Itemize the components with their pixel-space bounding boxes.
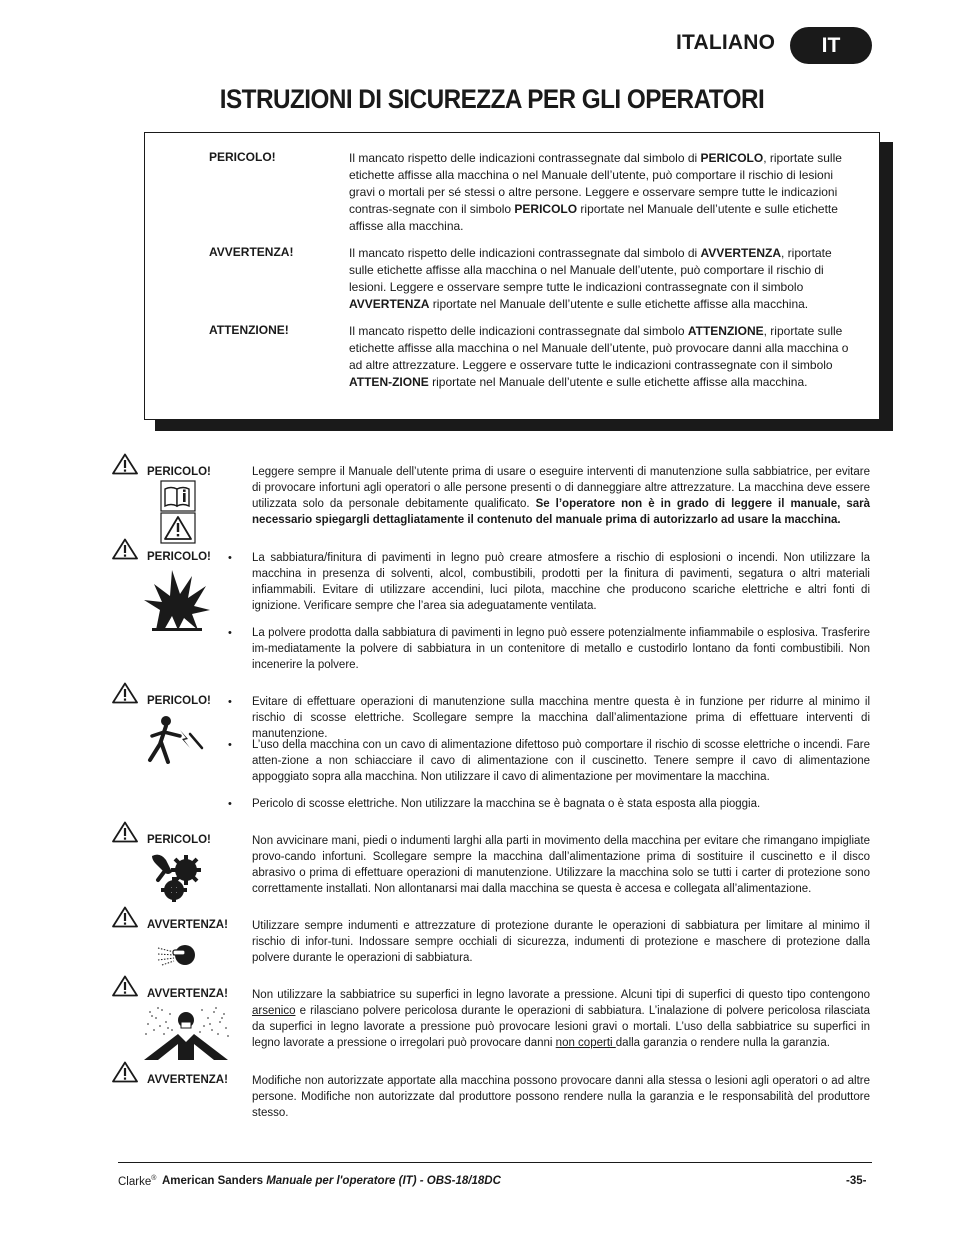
brand-name: Clarke [118,1175,152,1188]
section-paragraph [252,796,870,812]
text-run: riportate nel Manuale dell’utente e sulle etichette affisse alla macchina. [428,375,808,389]
underlined-text: arsenico [252,1005,296,1017]
text-run: Modifiche non autorizzate apportate alla macchina possono provocare danni alla stessa o lesioni agli operatori o ad altre persone. Modifiche non autorizzate dal produttore possono rendere nulla la garanzia e le responsabilità del produttore stesso. [252,1075,870,1119]
bullet-point: • [228,739,232,751]
emphasis-text: AVVERTENZA [349,297,430,311]
text-run: Pericolo di scosse elettriche. Non utilizzare la macchina se è bagnata o è stata esposta alla pioggia. [252,798,761,810]
legend-term: AVVERTENZA! [209,245,294,259]
text-run: dalla garanzia o rendere nulla la garanzia. [615,1037,830,1049]
section-paragraph [252,464,870,528]
bullet-point: • [228,696,232,708]
emphasis-text: PERICOLO [700,151,764,165]
section-label: AVVERTENZA! [147,919,228,931]
text-run: riportate nel Manuale dell’utente e sulle etichette affisse alla macchina. [429,297,809,311]
text-run: , riportate sulle etichette affisse alla macchina o nel Manuale dell’utente, può comportare il rischio di lesioni gravi o mortali per sé stessi o altre persone. Leggere e osservare sempre tutte le indicazioni contras-segnate con il simbolo [349,151,842,216]
warning-triangle-icon [112,1061,138,1083]
explosion-icon [142,566,212,632]
text-run: riportate nel Manuale dell’utente e sulle etichette affisse alla macchina. [349,202,838,233]
legend-term: PERICOLO! [209,150,276,164]
manual-prefix: American Sanders [162,1175,267,1187]
section-paragraph [252,1073,870,1121]
legend-description [349,150,849,235]
legend-description [349,323,849,391]
warning-triangle-icon [112,538,138,560]
text-run: Non utilizzare la sabbiatrice su superfici in legno lavorate a pressione. Alcuni tipi di superfici di questo tipo contengono [252,989,870,1001]
section-paragraph [252,737,870,785]
text-run: Il mancato rispetto delle indicazioni contrassegnate dal simbolo di [349,246,701,260]
electric-shock-icon [146,714,204,764]
underlined-text: non coperti [555,1037,616,1049]
bullet-point: • [228,627,232,639]
page-number: -35- [846,1175,867,1187]
footer-manual-title [162,1175,501,1187]
language-label: ITALIANO [676,31,776,54]
section-label: PERICOLO! [147,466,211,478]
section-label: AVVERTENZA! [147,1074,228,1086]
section-paragraph [252,625,870,673]
text-run: L’uso della macchina con un cavo di alimentazione difettoso può comportare il rischio di scosse elettriche o incendi. Fare atten-zione a non schiacciare il cavo di alimentazione con il cuscinetto. Tenere sempre il cavo di alimentazione appoggiato sopra alla macchina. Non utilizzare il cavo di alimentazione per movimentare la macchina. [252,739,870,783]
emphasis-text: ATTEN-ZIONE [349,375,429,389]
emphasis-text: PERICOLO [514,202,578,216]
warning-triangle-icon [112,906,138,928]
text-run: Evitare di effettuare operazioni di manutenzione sulla macchina mentre questa è in funzione per ridurre al minimo il rischio di scosse elettriche. Scollegare sempre la macchina dall’alimentazione prima di effettuare interventi di manutenzione. [252,696,870,740]
warning-triangle-icon [112,821,138,843]
legend-term: ATTENZIONE! [209,323,289,337]
section-label: PERICOLO! [147,695,211,707]
toxic-dust-icon [142,1004,230,1062]
entanglement-gears-icon [150,850,202,902]
text-run: Leggere sempre il Manuale dell’utente prima di usare o eseguire interventi di manutenzione sulla sabbiatrice, per evitare di provocare infortuni agli operatori o alle persone presenti o di danneggiare altre attrezzature. La macchina deve essere utilizzata solo da personale debitamente qualificato. [252,466,870,510]
emphasis-text: AVVERTENZA [700,246,781,260]
text-run: La sabbiatura/finitura di pavimenti in legno può creare atmosfere a rischio di esplosioni o incendi. Non utilizzare la macchina in presenza di solventi, alcol, combustibili, prodotti per la finitura di pavimenti, segatura o altri materiali infiammabili. Evitare di utilizzare accendini, luci pilota, macchine che producono scariche elettriche e altri fonti di ignizione. Verificare sempre che l’area sia adeguatamente ventilata. [252,552,870,612]
emphasis-text: ATTENZIONE [687,324,764,338]
text-run: Non avvicinare mani, piedi o indumenti larghi alla parti in movimento della macchina per evitare che rimangano impigliate provo-cando infortuni. Scollegare sempre la macchina dall’alimentazione prima di sostituire il cuscinetto e il disco abrasivo o prima di effettuare operazioni di manutenzione. Utilizzare la macchina solo se tutti i carter di protezione sono correttamente installati. Non allontanarsi mai dalla macchina se questa è accesa e collegata all’alimentazione. [252,835,870,895]
text-run: e rilasciano polvere pericolosa durante le operazioni di sabbiatura. L’inalazione di polvere pericolosa rilasciata da superfici in legno lavorate a pressione può provocare lesioni gravi o mortali. L’uso della sabbiatrice su superfici in legno lavorate a pressione o irregolari può provocare danni [252,1005,870,1049]
text-run: , riportate sulle etichette affisse alla macchina o nel Manuale dell’utente, può provocare danni alla macchina o ad altre attrezzature. Leggere e osservare tutte le indicazioni contrassegnate con il simbolo [349,324,849,372]
signal-word-legend [144,132,880,420]
section-paragraph [252,694,870,742]
text-run: Il mancato rispetto delle indicazioni contrassegnate dal simbolo di [349,151,701,165]
footer-divider [118,1162,872,1163]
read-manual-icon [160,480,196,544]
text-run: , riportate sulle etichette affisse alla macchina o nel Manuale dell’utente, può comportare il rischio di lesioni. Leggere e osservare sempre tutte le indicazioni contrassegnate con il simbolo [349,246,832,294]
footer-brand [118,1175,156,1188]
warning-triangle-icon [112,453,138,475]
section-paragraph [252,833,870,897]
section-label: PERICOLO! [147,551,211,563]
text-run: Il mancato rispetto delle indicazioni contrassegnate dal simbolo [349,324,688,338]
section-label: AVVERTENZA! [147,988,228,1000]
text-run: La polvere prodotta dalla sabbiatura di pavimenti in legno può essere potenzialmente infiammabile o esplosiva. Trasferire im-mediatamente la polvere di sabbiatura in un contenitore di metallo e custodirlo lontano da fonti combustibili. Non incenerire la polvere. [252,627,870,671]
manual-title: Manuale per l'operatore (IT) - OBS-18/18DC [266,1175,501,1187]
registered-mark: ® [151,1175,157,1182]
language-badge: IT [790,27,872,64]
emphasis-text: Se l’operatore non è in grado di leggere il manuale, sarà necessario spiegargli dettagliatamente il contenuto del manuale prima di autorizzarlo ad usare la macchina. [252,498,870,526]
section-paragraph [252,550,870,614]
bullet-point: • [228,552,232,564]
warning-triangle-icon [112,682,138,704]
section-label: PERICOLO! [147,834,211,846]
section-paragraph [252,918,870,966]
legend-description [349,245,849,313]
protective-equipment-icon [156,940,196,970]
warning-triangle-icon [112,975,138,997]
text-run: Utilizzare sempre indumenti e attrezzature di protezione durante le operazioni di sabbiatura per limitare al minimo il rischio di infor-tuni. Indossare sempre occhiali di sicurezza, indumenti di protezione e maschere di protezione dalla polvere durante le operazioni di sabbiatura. [252,920,870,964]
bullet-point: • [228,798,232,810]
section-paragraph [252,987,870,1051]
page-title: ISTRUZIONI DI SICUREZZA PER GLI OPERATORI [219,84,765,114]
